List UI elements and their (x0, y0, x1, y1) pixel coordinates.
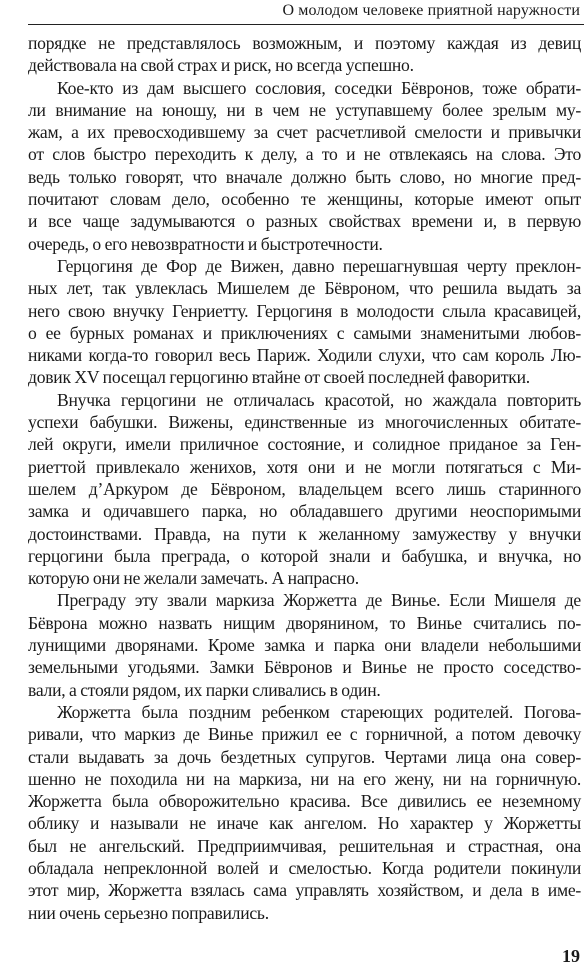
page-number: 19 (562, 946, 580, 966)
text-line: земельными угодьями. Замки Бёвронов и Винье не просто соседство- (28, 657, 581, 678)
text-line: ривали, что маркиз де Винье прижил ее с горничной, а потом девочку (28, 724, 581, 745)
text-line: него свою внучку Генриетту. Герцогиня в молодости слыла красавицей, (28, 300, 581, 321)
text-line: никами когда-то говорил весь Париж. Ходили слухи, что сам король Лю- (28, 345, 581, 366)
text-line: которую они не желали замечать. А напрасно. (28, 568, 359, 589)
text-line: вали, а стояли рядом, их парки сливались в один. (28, 679, 381, 700)
text-line: Жоржетта была обворожительно красива. Все дивились ее неземному (28, 791, 581, 812)
text-line: Внучка герцогини не отличалась красотой, но жаждала повторить (57, 389, 581, 410)
text-line: действовала на свой страх и риск, но всегда успешно. (28, 55, 414, 76)
text-line: обладала непреклонной волей и смелостью. Когда родители покинули (28, 857, 581, 878)
text-line: лунищими дворянами. Кроме замка и парка они владели небольшими (28, 635, 581, 656)
text-line: лей округи, имели приличное состояние, и солидное приданое за Ген- (28, 434, 581, 455)
text-line: и все чаще задумываются о разных свойствах времени и, в первую (28, 211, 581, 232)
text-line: Бёврона можно назвать нищим дворянином, то Винье считались по- (28, 612, 581, 633)
text-line: ведь только говорят, что вначале должно быть слово, но многие пред- (28, 166, 581, 187)
text-line: шелем д’Аркуром де Бёвроном, владельцем всего лишь старинного (28, 478, 581, 499)
text-line: почитают словам дело, особенно те женщины, которые имеют опыт (28, 189, 581, 210)
text-line: Кое-кто из дам высшего сословия, соседки Бёвронов, тоже обрати- (57, 77, 581, 98)
text-line: успехи бабушки. Вижены, единственные из многочисленных обитате- (28, 412, 581, 433)
text-line: стали выдавать за дочь бездетных супругов. Чертами лица она совер- (28, 746, 581, 767)
text-line: герцогини была преграда, о которой знали и бабушка, и внучка, но (28, 545, 581, 566)
text-line: жам, а их превосходившему за счет расчетливой смелости и привычки (28, 122, 581, 143)
text-line: Жоржетта была поздним ребенком стареющих родителей. Погова- (57, 701, 581, 722)
text-line: ных лет, так увлеклась Мишелем де Бёвроном, что решила выдать за (28, 278, 581, 299)
text-line: Герцогиня де Фор де Вижен, давно перешагнувшая черту преклон- (57, 255, 581, 276)
text-line: достоинствами. Правда, на пути к желанному замужеству у внучки (28, 523, 581, 544)
text-line: Преграду эту звали маркиза Жоржетта де Винье. Если Мишеля де (57, 590, 581, 611)
text-line: шенно не походила ни на маркиза, ни на его жену, ни на горничную. (28, 768, 581, 789)
text-line: очередь, о его невозвратности и быстротечности. (28, 233, 383, 254)
text-line: от слов быстро переходить к делу, а то и не отвлекаясь на слова. Это (28, 144, 581, 165)
text-line: нии очень серьезно поправились. (28, 902, 269, 923)
text-line: довик XV посещал герцогиню втайне от своей последней фаворитки. (28, 367, 530, 388)
running-head: О молодом человеке приятной наружности (282, 2, 580, 19)
body-text (28, 32, 581, 924)
text-line: замка и одичавшего парка, но обладавшего другими неоспоримыми (28, 501, 581, 522)
text-line: ли внимание на юношу, ни в чем не уступавшему более зрелым му- (28, 99, 581, 120)
text-line: был не ангельский. Предприимчивая, решительная и страстная, она (28, 835, 581, 856)
text-line: порядке не представлялось возможным, и поэтому каждая из девиц (28, 33, 581, 53)
text-line: облику и называли не иначе как ангелом. Но характер у Жоржетты (28, 813, 581, 834)
text-line: о ее бурных романах и приключениях с самыми знаменитыми любов- (28, 322, 581, 343)
header-rule (28, 24, 584, 25)
text-line: риеттой привлекало женихов, хотя они и не могли потягаться с Ми- (28, 456, 581, 477)
text-line: этот мир, Жоржетта взялась сама управлять хозяйством, и дела в име- (28, 880, 581, 901)
